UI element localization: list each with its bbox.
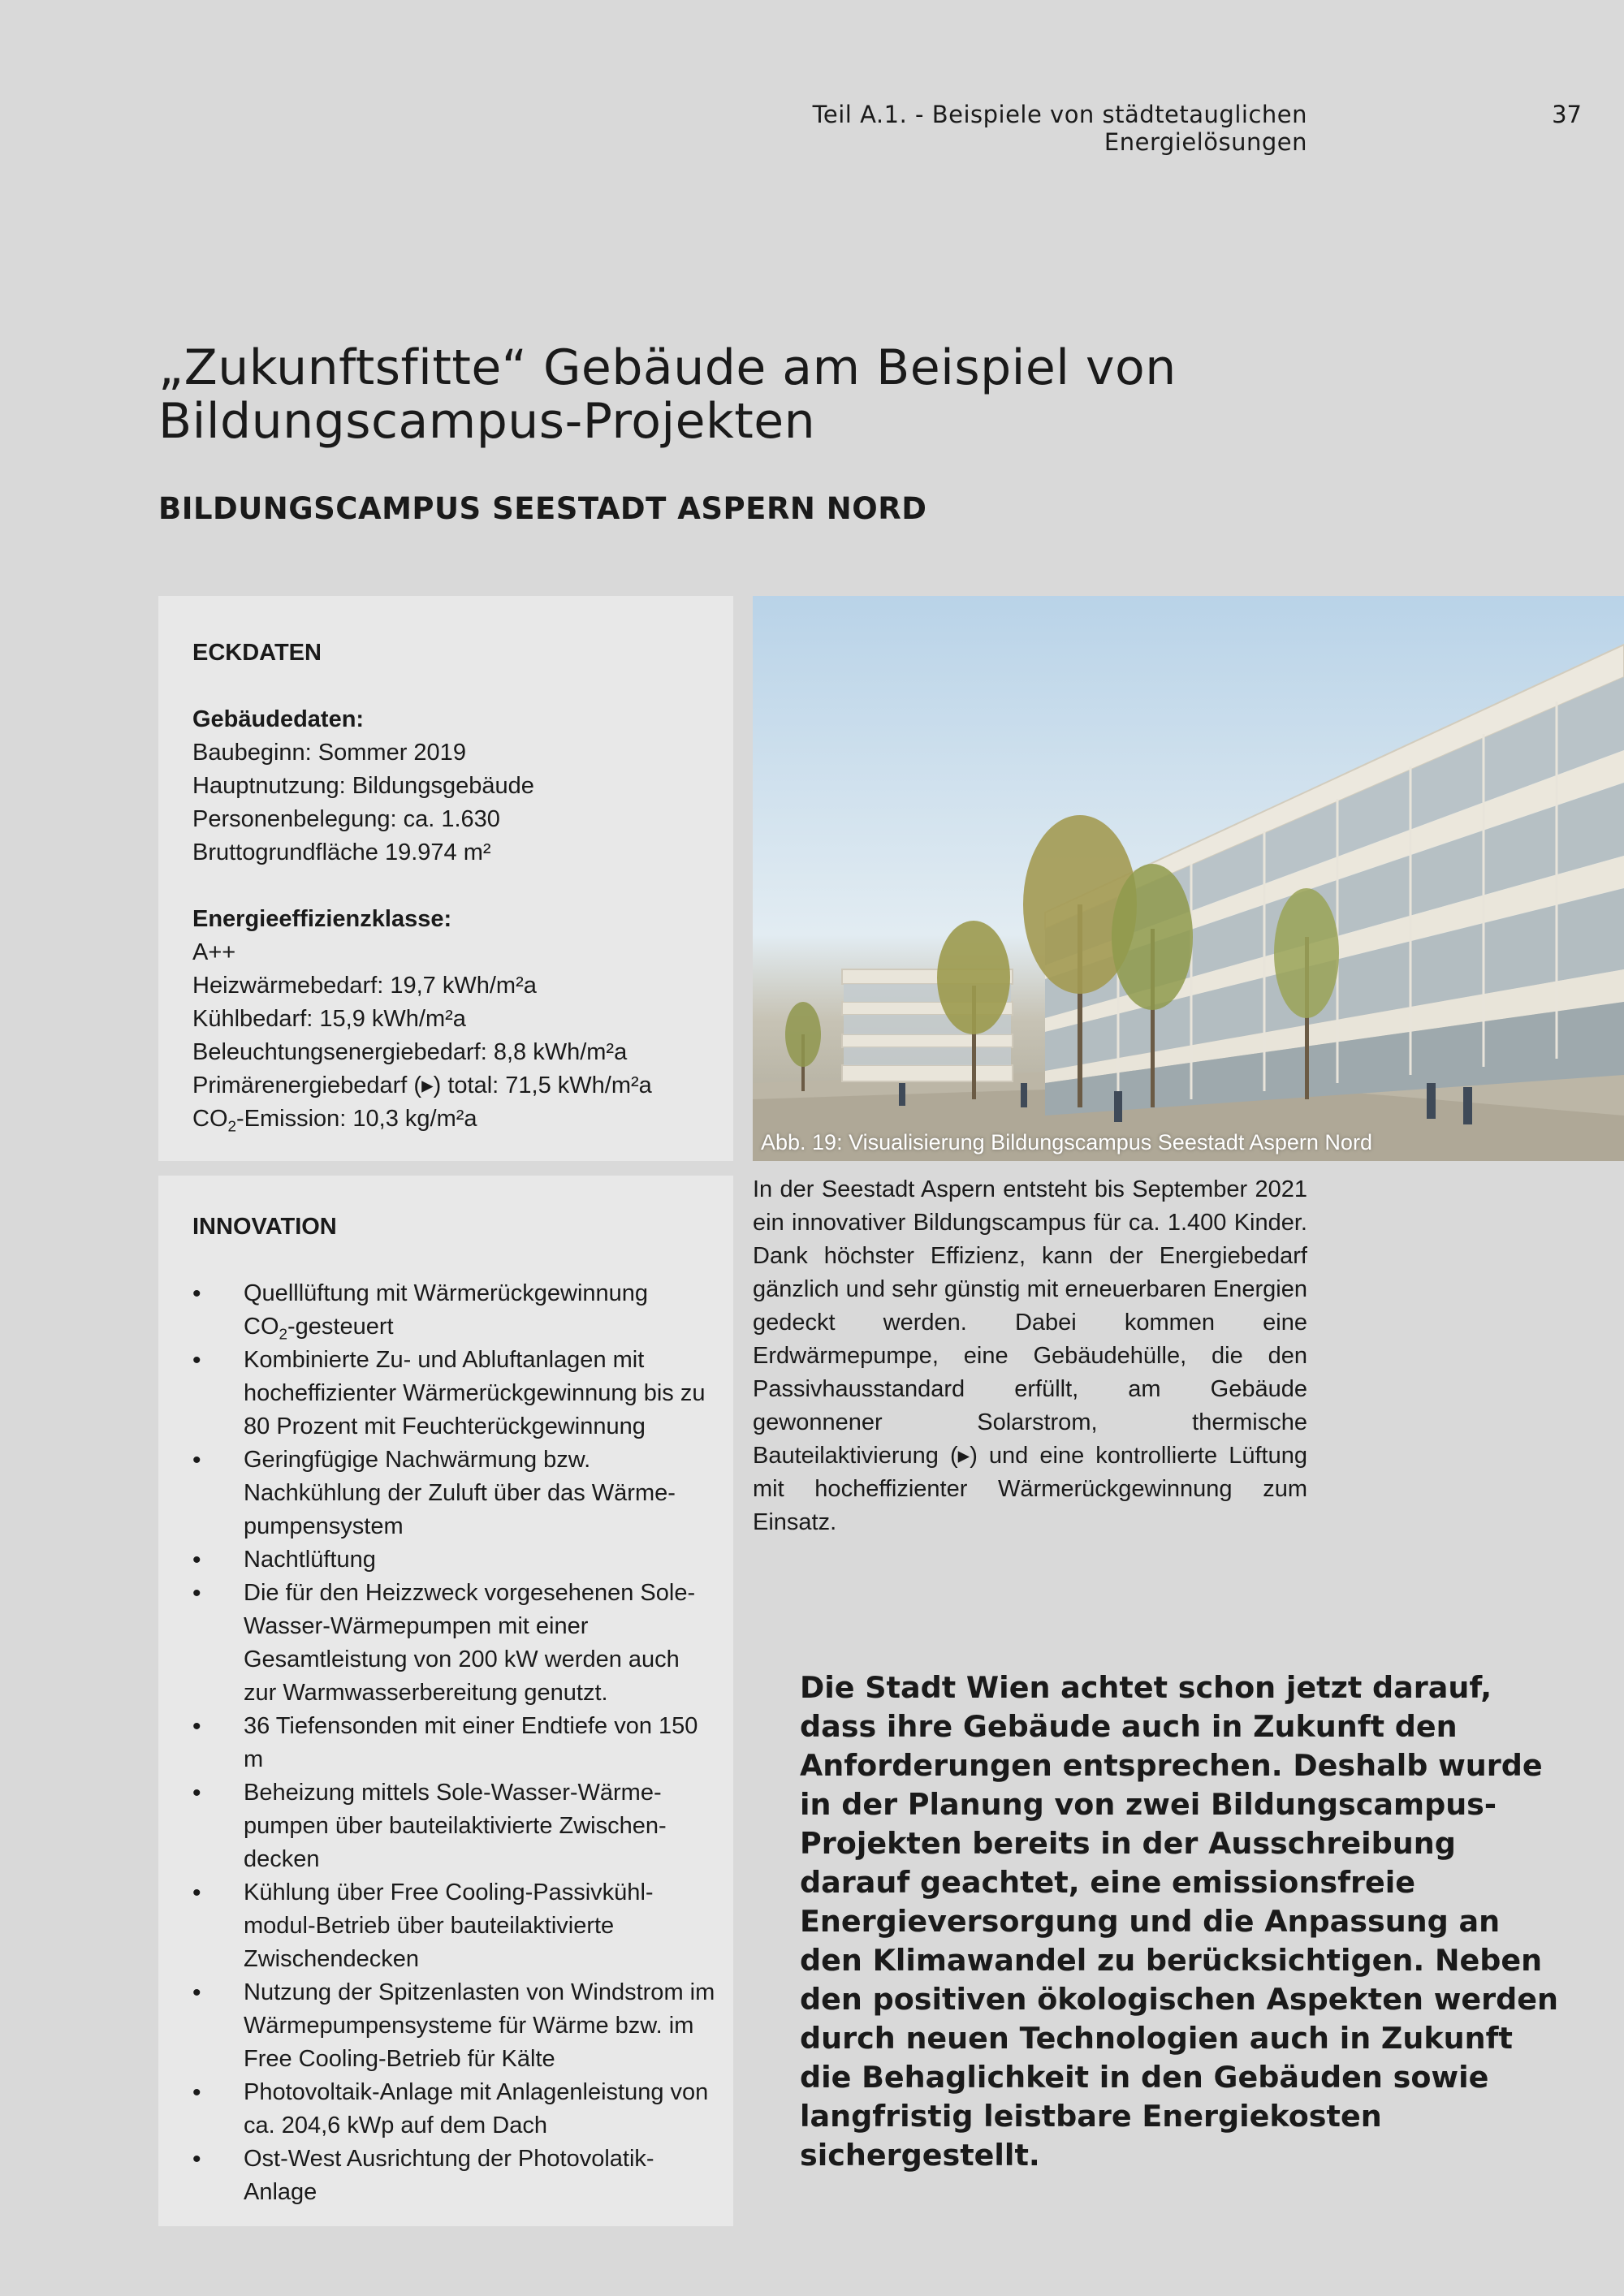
page-number: 37 xyxy=(1552,101,1582,128)
gebaeude-item: Baubeginn: Sommer 2019 xyxy=(192,740,466,766)
campus-visualization-image xyxy=(753,596,1624,1161)
page-title-line-1: „Zukunftsfitte“ Gebäude am Beispiel von xyxy=(158,339,1177,396)
energieeffizienz-heading: Energieeffizienzklasse: xyxy=(192,906,452,932)
innovation-item: • 36 Tiefensonden mit einer Endtiefe von 150 m xyxy=(192,1710,717,1776)
campus-illustration xyxy=(753,596,1624,1161)
innovation-item: • Ost-West Ausrichtung der Photovolatik-Anlage xyxy=(192,2143,717,2209)
page-title xyxy=(158,341,1376,448)
eckdaten-heading: ECKDATEN xyxy=(192,640,322,666)
gebaeude-item: Hauptnutzung: Bildungsgebäude xyxy=(192,773,534,799)
innovation-item: • Beheizung mittels Sole-Wasser-Wärme-pumpen über bauteilaktivierte Zwischen-decken xyxy=(192,1776,717,1876)
energie-item: Heizwärmebedarf: 19,7 kWh/m²a xyxy=(192,973,537,999)
innovation-box xyxy=(158,1176,733,2226)
figure-caption: Abb. 19: Visualisierung Bildungscampus Seestadt Aspern Nord xyxy=(761,1130,1372,1154)
energie-item: Beleuchtungsenergiebedarf: 8,8 kWh/m²a xyxy=(192,1039,628,1065)
innovation-item: • Photovoltaik-Anlage mit Anlagenleistung von ca. 204,6 kWp auf dem Dach xyxy=(192,2076,717,2143)
gebaeudedaten-heading: Gebäudedaten: xyxy=(192,706,365,732)
innovation-item: • Geringfügige Nachwärmung bzw. Nachkühlung der Zuluft über das Wärme-pumpensystem xyxy=(192,1444,717,1543)
body-paragraph: In der Seestadt Aspern entsteht bis September 2021 ein innovativer Bildungscampus für ca. 1.400 Kinder. Dank höchster Effizienz, kann der Energiebedarf gänzlich und sehr günstig mit erneuerbaren Energien gedeckt werden. Dabei kommen eine Erdwärmepumpe, eine Gebäudehülle, die den Passivhausstandard erfüllt, am Gebäude gewonnener Solarstrom, thermische Bauteilaktivierung (▸) und eine kontrollierte Lüftung mit hocheffizienter Wärmerückgewinnung zum Einsatz. xyxy=(753,1176,1307,1535)
gebaeude-item: Bruttogrundfläche 19.974 m² xyxy=(192,839,491,865)
innovation-list xyxy=(192,1277,717,2209)
innovation-item: • Kühlung über Free Cooling-Passivkühl-modul-Betrieb über bauteilaktivierte Zwischendecken xyxy=(192,1876,717,1976)
eckdaten-box xyxy=(158,596,733,1161)
section-subtitle: BILDUNGSCAMPUS SEESTADT ASPERN NORD xyxy=(158,491,927,526)
energie-item: Kühlbedarf: 15,9 kWh/m²a xyxy=(192,1006,466,1032)
energie-item: A++ xyxy=(192,939,236,965)
innovation-heading: INNOVATION xyxy=(192,1214,337,1240)
innovation-item: • Die für den Heizzweck vorgesehenen Sole-Wasser-Wärmepumpen mit einer Gesamtleistung von 200 kW werden auch zur Warmwasserbereitung genutzt. xyxy=(192,1577,717,1710)
running-header: Teil A.1. - Beispiele von städtetauglichen Energielösungen xyxy=(812,101,1307,156)
innovation-item: • Quelllüftung mit Wärmerückgewinnung $CO_2$-gesteuert xyxy=(192,1277,717,1344)
pull-quote: Die Stadt Wien achtet schon jetzt darauf, dass ihre Gebäude auch in Zukunft den Anforderungen entsprechen. Deshalb wurde in der Planung von zwei Bildungscampus-Projekten bereits in der Ausschreibung darauf geachtet, eine emissionsfreie Energieversorgung und die Anpassung an den Klimawandel zu berücksichtigen. Neben den positiven ökologischen Aspekten werden durch neuen Technologien auch in Zukunft die Behaglichkeit in den Gebäuden sowie langfristig leistbare Energiekosten sichergestellt. xyxy=(800,1670,1559,2173)
page-title-line-2: Bildungscampus-Projekten xyxy=(158,393,816,450)
energie-item: Primärenergiebedarf (▸) total: 71,5 kWh/m²a xyxy=(192,1072,652,1098)
gebaeude-item: Personenbelegung: ca. 1.630 xyxy=(192,806,500,832)
co2-emission: $CO_2$-Emission: 10,3 kg/m²a xyxy=(192,1106,477,1135)
innovation-item: • Nachtlüftung xyxy=(192,1543,717,1577)
innovation-item: • Kombinierte Zu- und Abluftanlagen mit hocheffizienter Wärmerückgewinnung bis zu 80 Prozent mit Feuchterückgewinnung xyxy=(192,1344,717,1444)
innovation-item: • Nutzung der Spitzenlasten von Windstrom im Wärmepumpensysteme für Wärme bzw. im Free Cooling-Betrieb für Kälte xyxy=(192,1976,717,2076)
